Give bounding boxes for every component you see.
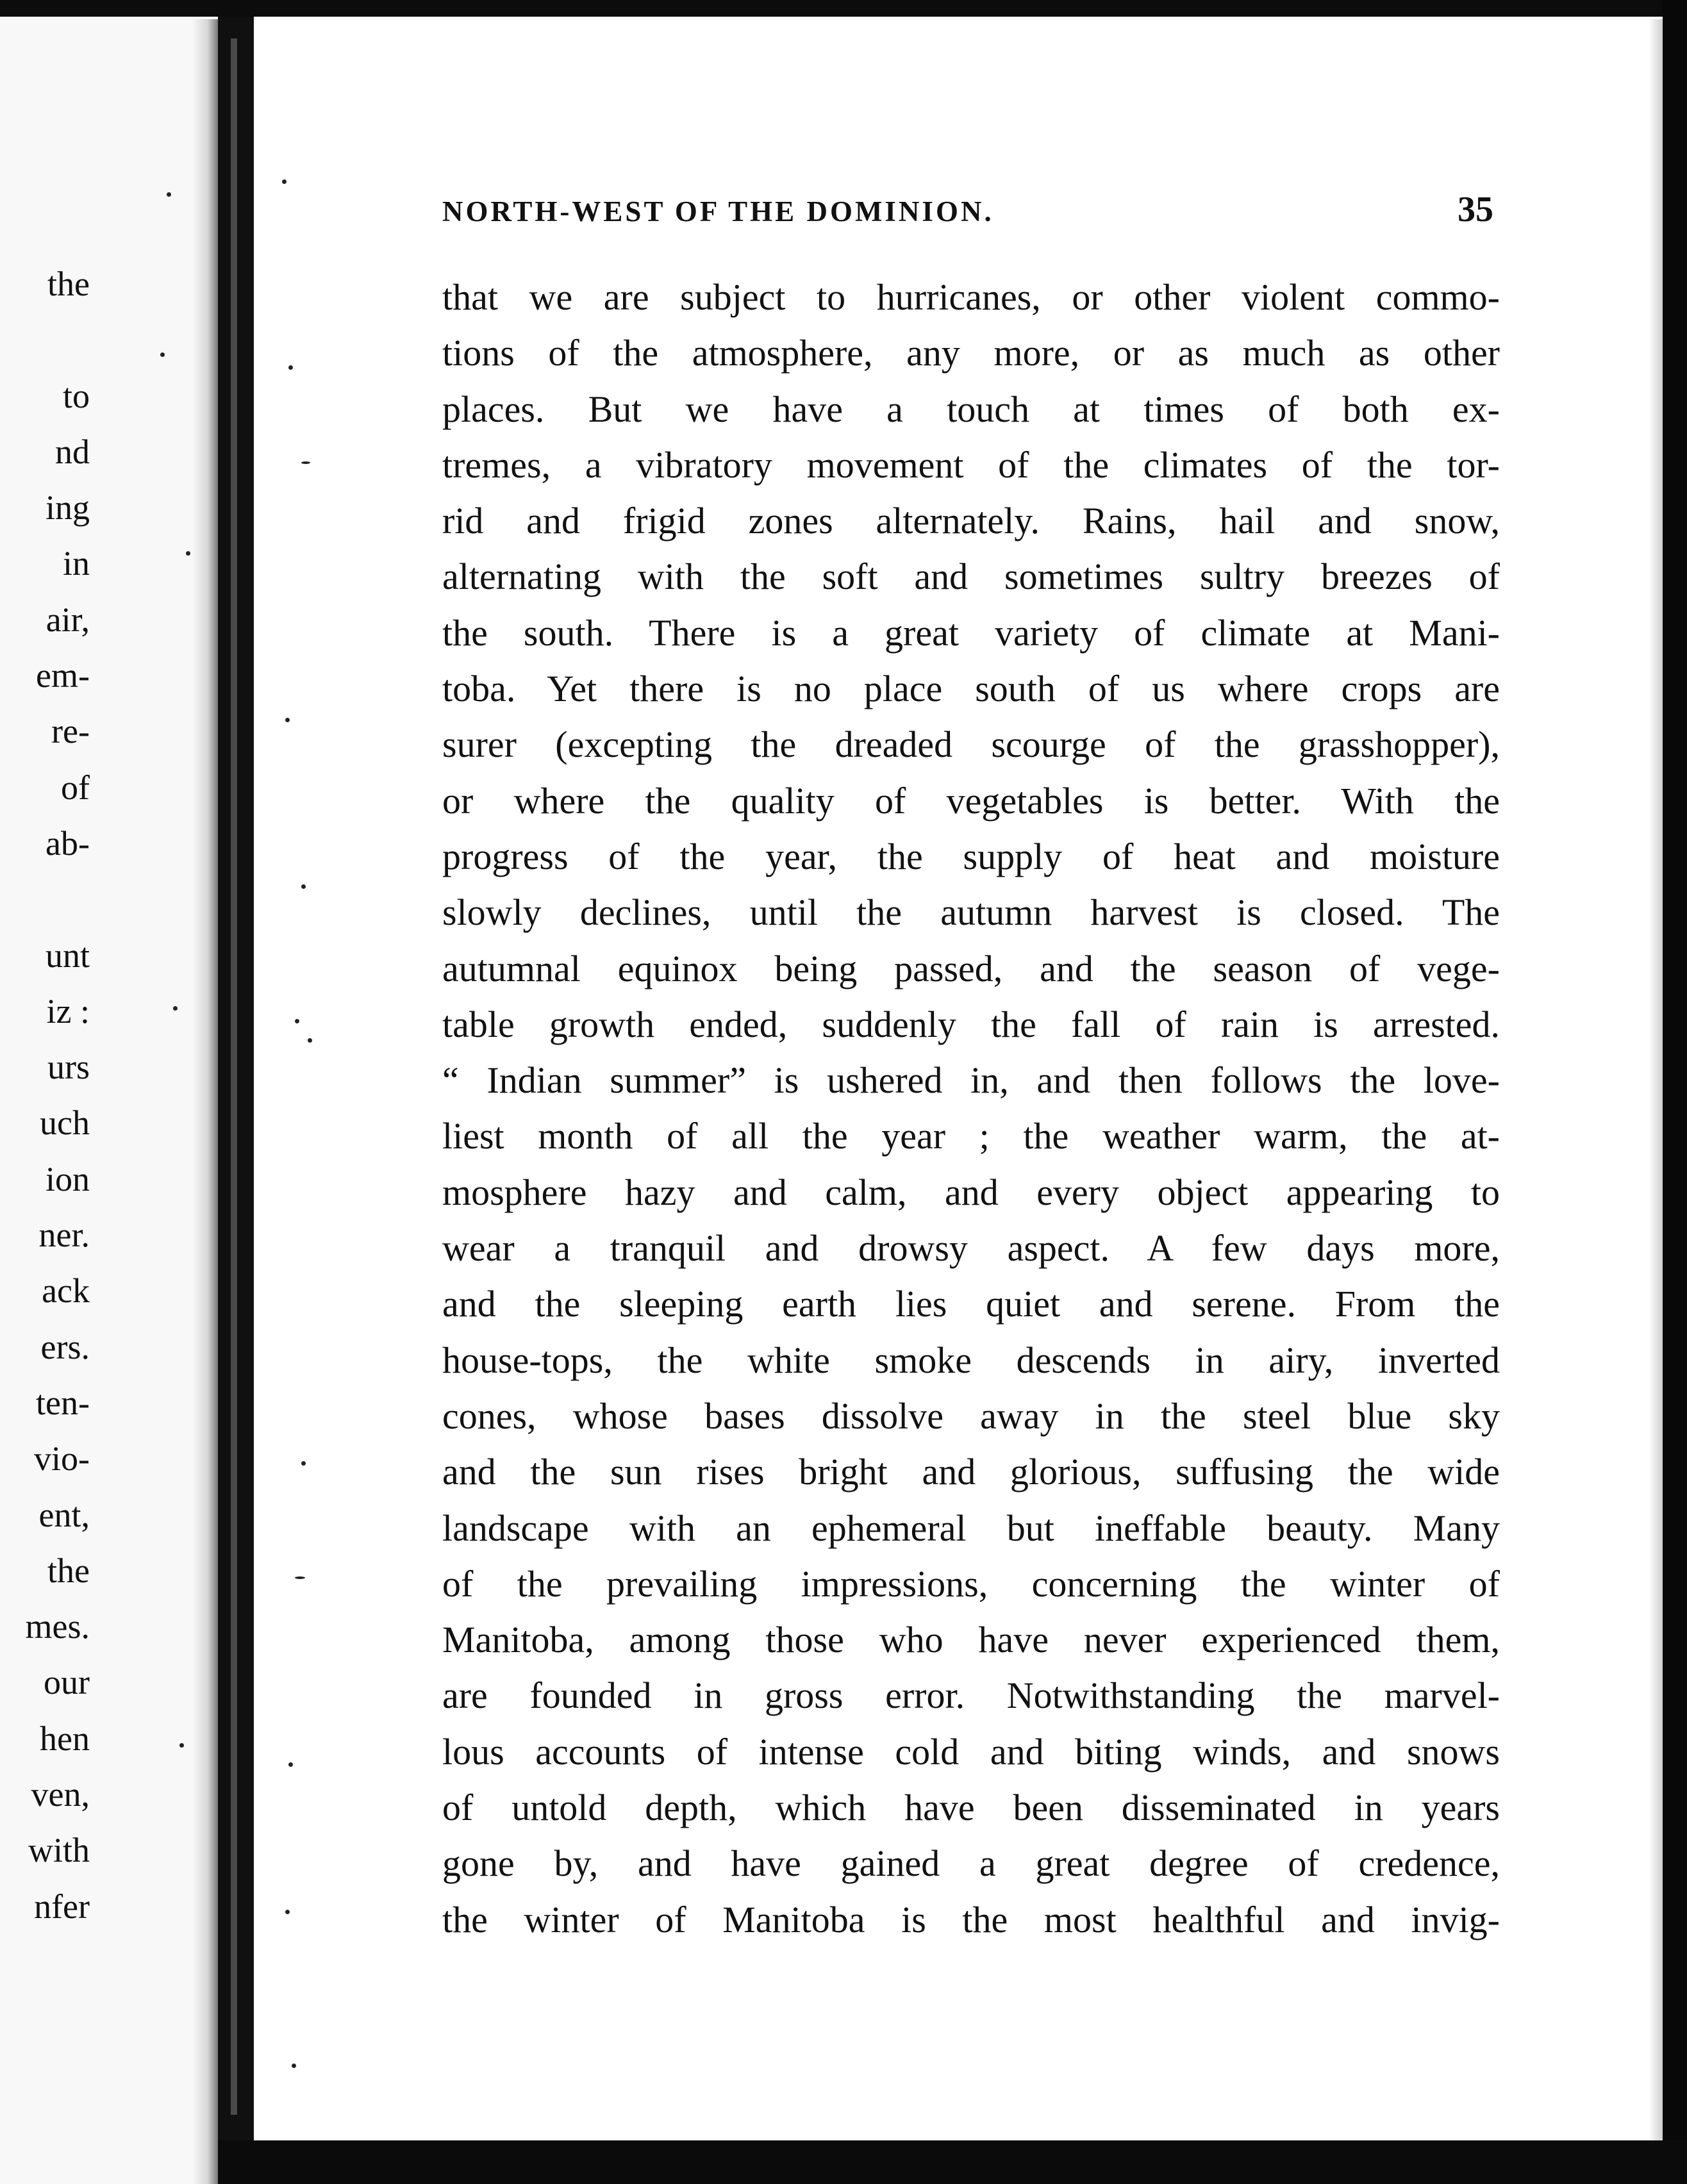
speck: [292, 2064, 296, 2068]
text-line: of the prevailing impressions, concerning the winter of: [442, 1562, 1500, 1605]
prev-page-fragment: ten-: [36, 1383, 90, 1422]
prev-page-fragment: unt: [45, 936, 90, 975]
page-number: 35: [1458, 190, 1493, 229]
text-line: gone by, and have gained a great degree of credence,: [442, 1842, 1500, 1885]
prev-page-fragment: ion: [45, 1159, 90, 1198]
prev-page-fragment: ack: [42, 1271, 90, 1311]
prev-page-fragment: in: [62, 544, 90, 583]
text-line: rid and frigid zones alternately. Rains, hail and snow,: [442, 500, 1500, 542]
text-line: and the sleeping earth lies quiet and serene. From the: [442, 1283, 1500, 1325]
text-line: progress of the year, the supply of heat and moisture: [442, 835, 1500, 877]
text-line: surer (excepting the dreaded scourge of the grasshopper),: [442, 724, 1500, 766]
text-line: mosphere hazy and calm, and every object appearing to: [442, 1171, 1500, 1213]
speck: [301, 1461, 306, 1466]
prev-page-fragment: to: [62, 376, 90, 415]
prev-page-fragment: nd: [55, 432, 90, 471]
speck: [308, 1038, 312, 1043]
prev-page-fragment: ers.: [40, 1327, 90, 1366]
prev-page-fragment: our: [44, 1663, 90, 1702]
prev-page-fragment: ing: [45, 488, 90, 527]
prev-page-fragment: air,: [46, 600, 90, 639]
text-line: liest month of all the year ; the weather warm, the at-: [442, 1115, 1500, 1157]
prev-page-fragment: em-: [36, 656, 90, 695]
prev-page-fragment: the: [47, 265, 90, 303]
prev-page-fragment: ven,: [31, 1775, 90, 1814]
prev-page-fragment: hen: [40, 1719, 90, 1758]
speck: [173, 1006, 178, 1011]
previous-page-text-fragments: [0, 256, 90, 1935]
running-head: NORTH-WEST OF THE DOMINION.: [442, 195, 994, 228]
speck: [186, 551, 190, 556]
scan-bottom-border: [218, 2140, 1687, 2184]
prev-page-fragment: of: [61, 768, 90, 807]
speck: [301, 884, 306, 889]
text-line: lous accounts of intense cold and biting winds, and snows: [442, 1730, 1500, 1773]
speck: [282, 179, 287, 184]
speck: [295, 1019, 299, 1023]
text-line: tremes, a vibratory movement of the climates of the tor-: [442, 443, 1500, 486]
page-header: [442, 189, 1493, 240]
prev-page-fragment: [0, 872, 90, 927]
prev-page-fragment: urs: [47, 1048, 90, 1087]
body-text: [442, 269, 1500, 1948]
scan-top-border: [0, 0, 1687, 17]
text-line: tions of the atmosphere, any more, or as much as other: [442, 332, 1500, 374]
prev-page-fragment: with: [28, 1831, 90, 1870]
text-line: toba. Yet there is no place south of us where crops are: [442, 668, 1500, 710]
speck: [288, 365, 293, 370]
text-line: house-tops, the white smoke descends in airy, inverted: [442, 1339, 1500, 1381]
prev-page-fragment: re-: [51, 712, 90, 751]
speck: [301, 461, 310, 464]
prev-page-fragment: mes.: [25, 1607, 90, 1646]
text-line: Manitoba, among those who have never experienced them,: [442, 1619, 1500, 1661]
text-line: alternating with the soft and sometimes sultry breezes of: [442, 556, 1500, 598]
text-line: of untold depth, which have been disseminated in years: [442, 1787, 1500, 1829]
speck: [160, 352, 165, 357]
scan-right-border: [1663, 0, 1687, 2184]
text-line: the south. There is a great variety of climate at Mani-: [442, 611, 1500, 654]
speck: [285, 1910, 290, 1914]
page-edge-shadow: [1649, 19, 1663, 2140]
text-line: landscape with an ephemeral but ineffable beauty. Many: [442, 1507, 1500, 1549]
prev-page-fragment: nfer: [34, 1887, 90, 1926]
text-line: “ Indian summer” is ushered in, and then follows the love-: [442, 1059, 1500, 1102]
text-line: slowly declines, until the autumn harvest is closed. The: [442, 891, 1500, 934]
speck: [285, 718, 290, 722]
speck: [167, 192, 171, 197]
speck: [288, 1762, 293, 1767]
prev-page-fragment: [0, 312, 90, 368]
prev-page-fragment: the: [47, 1551, 90, 1590]
prev-page-fragment: ent,: [38, 1495, 90, 1534]
scan-specks: [147, 179, 340, 2102]
text-line: table growth ended, suddenly the fall of rain is arrested.: [442, 1003, 1500, 1045]
prev-page-fragment: ab-: [46, 823, 90, 863]
text-line: the winter of Manitoba is the most healthful and invig-: [442, 1898, 1500, 1940]
text-line: or where the quality of vegetables is better. With the: [442, 779, 1500, 822]
prev-page-fragment: uch: [40, 1104, 90, 1143]
text-line: and the sun rises bright and glorious, suffusing the wide: [442, 1451, 1500, 1493]
text-line: places. But we have a touch at times of both ex-: [442, 388, 1500, 430]
prev-page-fragment: vio-: [34, 1439, 90, 1478]
text-line: wear a tranquil and drowsy aspect. A few days more,: [442, 1227, 1500, 1270]
text-line: cones, whose bases dissolve away in the steel blue sky: [442, 1394, 1500, 1437]
speck: [295, 1576, 305, 1579]
text-line: that we are subject to hurricanes, or other violent commo-: [442, 276, 1500, 318]
prev-page-fragment: ner.: [38, 1216, 90, 1255]
text-line: autumnal equinox being passed, and the season of vege-: [442, 947, 1500, 989]
text-line: are founded in gross error. Notwithstanding the marvel-: [442, 1675, 1500, 1717]
prev-page-fragment: iz :: [46, 991, 90, 1030]
speck: [179, 1743, 184, 1748]
